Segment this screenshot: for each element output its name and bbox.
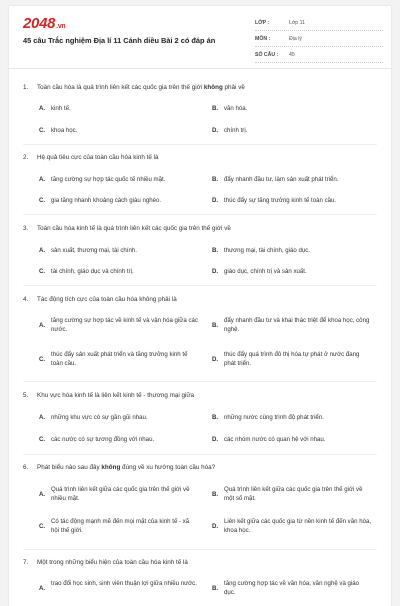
question-6: 6. Phát biểu nào sau đây không đúng về xu hướng toàn cầu hóa? [23,464,216,471]
q6-option-c[interactable]: C. Có tác động mạnh mẽ đến mọi mặt của kinh tế - xã hội thế giới. [39,518,190,534]
divider [23,549,377,550]
q5-option-d[interactable]: D. các nhóm nước có quan hệ với nhau. [212,436,326,443]
q1-option-d[interactable]: D. chính trị. [212,127,248,134]
question-3: 3. Toàn cầu hóa kinh tế là quá trình liên kết các quốc gia trên thế giới về [23,225,231,232]
page-header [9,6,391,69]
site-logo[interactable]: 2048.vn [23,15,66,32]
q5-option-b[interactable]: B. những nước cùng trình độ phát triển. [212,414,324,421]
meta-row-class: LỚP : Lớp 11 [255,15,383,31]
divider [23,144,377,145]
document-page [9,6,391,606]
q3-option-b[interactable]: B. thương mại, tài chính, giáo dục. [212,247,310,254]
q1-option-c[interactable]: C. khoa học. [39,127,78,134]
q2-option-c[interactable]: C. gia tăng nhanh khoảng cách giàu nghèo. [39,197,162,204]
q3-option-d[interactable]: D. giáo dục, chính trị và sản xuất. [212,268,307,275]
q4-option-a[interactable]: A. tăng cường sự hợp tác về kinh tế và vận hóa giữa các nước. [39,317,198,333]
page-title: 45 câu Trắc nghiệm Địa lí 11 Cánh diều Bài 2 có đáp án [23,36,216,45]
q7-option-b[interactable]: B. tăng cường hợp tác về văn hóa, văn nghệ và giáo dục. [212,580,360,596]
q4-option-b[interactable]: B. đẩy nhanh đầu tư và khai thác triệt để khoa học, công nghệ. [212,317,370,333]
q1-option-a[interactable]: A. kinh tế. [39,105,71,112]
question-7: 7. Một trong những biểu hiện của toàn cầu hóa kinh tế là [23,559,188,566]
q4-option-c[interactable]: C. thúc đẩy sản xuất phát triển và tăng trưởng kinh tế toàn cầu. [39,351,188,367]
meta-row-subject: MÔN : Địa lý [255,31,383,47]
question-1: 1. Toàn cầu hóa là quá trình liên kết các quốc gia trên thế giới không phải về [23,84,245,91]
q7-option-a[interactable]: A. trao đổi học sinh, sinh viên thuận lợi giữa nhiều nước. [39,580,197,592]
divider [23,381,377,382]
q4-option-d[interactable]: D. thúc đẩy quá trình đô thị hóa tự phát ở nước đang phát triển. [212,351,360,367]
q6-option-b[interactable]: B. Quá trình liên kết giữa các quốc gia trên thế giới về một số mặt. [212,486,363,502]
q6-option-a[interactable]: A. Quá trình liên kết giữa các quốc gia trên thế giới về nhiều mặt. [39,486,190,502]
q5-option-c[interactable]: C. các nước có sự tương đồng với nhau. [39,436,155,443]
q5-option-a[interactable]: A. những khu vực có sự gần gũi nhau. [39,414,148,421]
divider [23,214,377,215]
q3-option-c[interactable]: C. tài chính, giáo dục và chính trị. [39,268,134,275]
divider [23,454,377,455]
question-2: 2. Hệ quả tiêu cực của toàn cầu hóa kinh tế là [23,154,159,161]
question-5: 5. Khu vực hóa kinh tế là liên kết kinh tế - thương mại giữa [23,392,195,399]
q1-option-b[interactable]: B. văn hóa. [212,105,248,112]
question-4: 4. Tác động tích cực của toàn cầu hóa không phải là [23,296,177,303]
divider [23,285,377,286]
q2-option-a[interactable]: A. tăng cường sự hợp tác quốc tế nhiều mặt. [39,176,166,183]
q2-option-b[interactable]: B. đẩy nhanh đầu tư, làm sản xuất phát triển. [212,176,339,183]
meta-row-count: SỐ CÂU : 45 [255,47,383,63]
meta-info [255,15,383,63]
q3-option-a[interactable]: A. sản xuất, thương mại, tài chính. [39,247,137,254]
q2-option-d[interactable]: D. thúc đẩy sự tăng trưởng kinh tế toàn cầu. [212,197,337,204]
q6-option-d[interactable]: D. Liên kết giữa các quốc gia từ nền kinh tế đến văn hóa, khoa học. [212,518,372,534]
